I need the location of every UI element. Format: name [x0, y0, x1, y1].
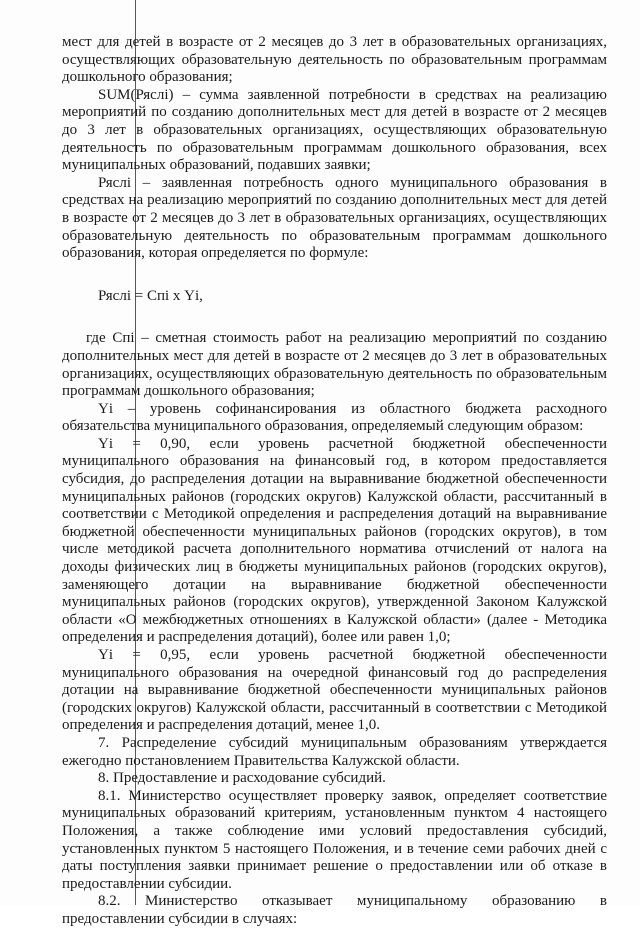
- document-body: [62, 34, 607, 929]
- paragraph-rysli-definition: Ряслі – заявленная потребность одного муниципального образования в средствах на реализацию мероприятий по созданию дополнительных мест для детей в возрасте от 2 месяцев до 3 лет в образовательных организациях, осуществляющих образовательную деятельность по образовательным программам дошкольного образования, которая определяется по формуле:: [62, 174, 607, 262]
- paragraph-item-7: 7. Распределение субсидий муниципальным образованиям утверждается ежегодно постановлением Правительства Калужской области.: [62, 734, 607, 769]
- formula: Ряслі = Спі х Yі,: [98, 287, 203, 304]
- paragraph-yi-095: Yі = 0,95, если уровень расчетной бюджетной обеспеченности муниципального образования на очередной финансовый год до распределения дотации на выравнивание бюджетной обеспеченности муниципальных районов (городских округов) Калужской области, рассчитанный в соответствии с Методикой определения и распределения дотаций, менее 1,0.: [62, 647, 607, 734]
- paragraph-spi-definition: где Спі – сметная стоимость работ на реализацию мероприятий по созданию дополнительных мест для детей в возрасте от 2 месяцев до 3 лет в образовательных организациях, осуществляющих образовательную деятельность по образовательным программам дошкольного образования;: [62, 330, 607, 400]
- paragraph-continuation: мест для детей в возрасте от 2 месяцев до 3 лет в образовательных организациях, осуществляющих образовательную деятельность по образовательным программам дошкольного образования;: [62, 34, 607, 86]
- paragraph-item-8-2: 8.2. Министерство отказывает муниципальному образованию в предоставлении субсидии в случаях:: [62, 893, 607, 927]
- paragraph-item-8-1: 8.1. Министерство осуществляет проверку заявок, определяет соответствие муниципальных образований критериям, установленным пунктом 4 настоящего Положения, а также соблюдение ими условий предоставления субсидий, установленных пунктом 5 настоящего Положения, и в течение семи рабочих дней с даты поступления заявки принимает решение о предоставлении или об отказе в предоставлении субсидии.: [62, 787, 607, 892]
- paragraph-yi-090: Yі = 0,90, если уровень расчетной бюджетной обеспеченности муниципального образования на финансовый год, в котором предоставляется субсидия, до распределения дотации на выравнивание бюджетной обеспеченности муниципальных районов (городских округов) Калужской области, рассчитанный в соответствии с Методикой определения и распределения дотаций на выравнивание бюджетной обеспеченности муниципальных районов (городских округов), в том числе методикой расчета дополнительного норматива отчислений от налога на доходы физических лиц в бюджеты муниципальных районов (городских округов), заменяющего дотации на выравнивание бюджетной обеспеченности муниципальных районов (городских округов), утвержденной Законом Калужской области «О межбюджетных отношениях в Калужской области» (далее - Методика определения и распределения дотаций), более или равен 1,0;: [62, 435, 607, 646]
- paragraph-yi-definition: Yі – уровень софинансирования из областного бюджета расходного обязательства муниципального образования, определяемый следующим образом:: [62, 400, 607, 435]
- paragraph-sum-definition: SUM(Ряслі) – сумма заявленной потребности в средствах на реализацию мероприятий по созданию дополнительных мест для детей в возрасте от 2 месяцев до 3 лет в образовательных организациях, осуществляющих образовательную деятельность по образовательным программам дошкольного образования, всех муниципальных образований, подавших заявки;: [62, 86, 607, 174]
- paragraph-item-8: 8. Предоставление и расходование субсидий.: [98, 770, 386, 787]
